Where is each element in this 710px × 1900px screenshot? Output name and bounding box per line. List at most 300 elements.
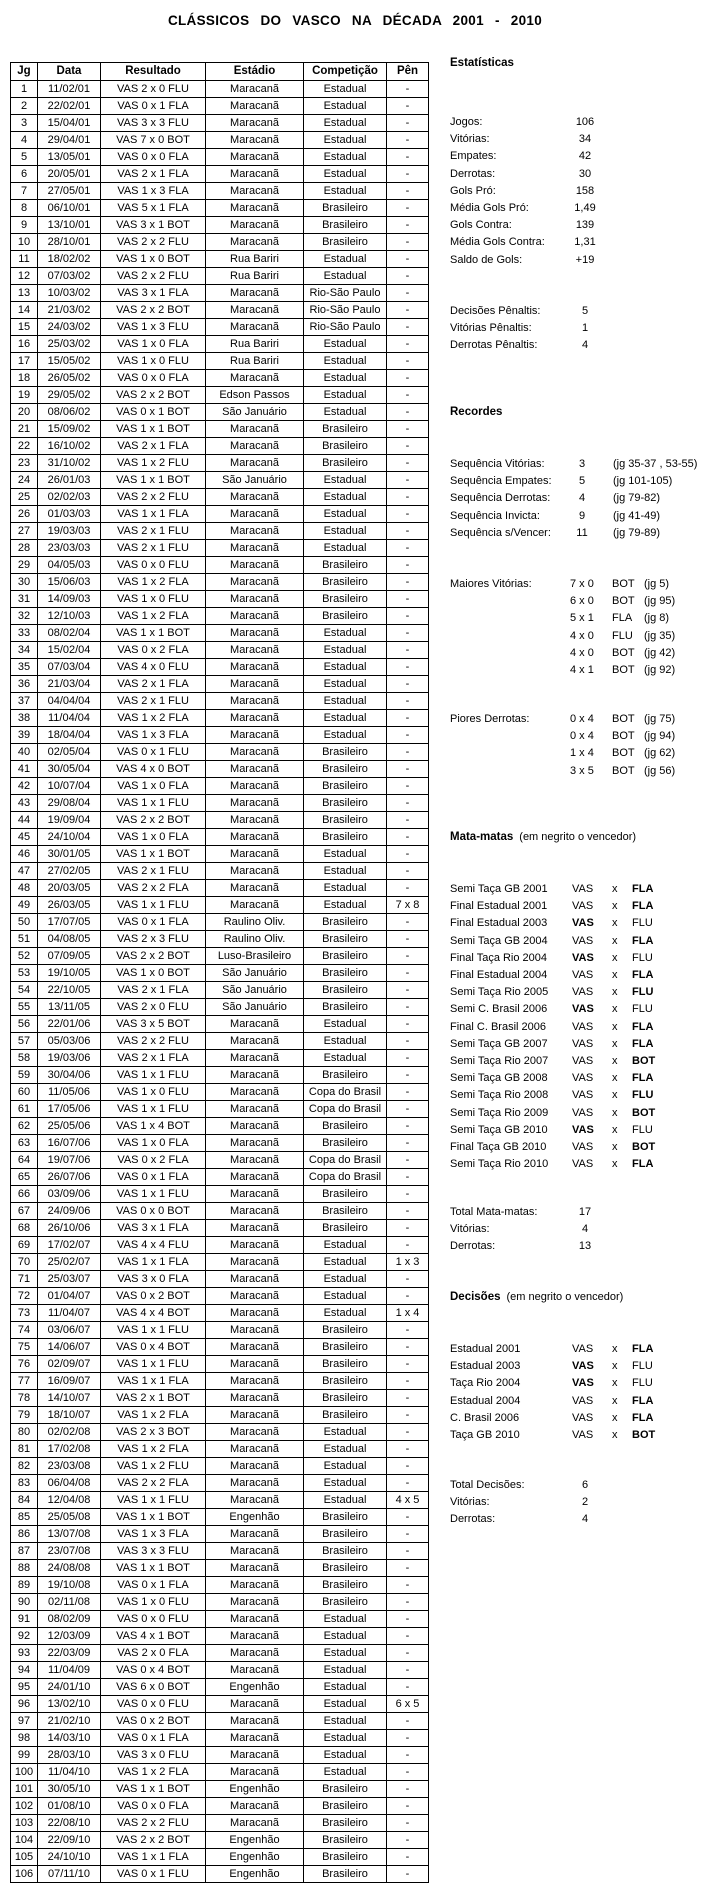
loss-row: [570, 763, 708, 780]
cell-competicao: Estadual: [304, 625, 387, 642]
cell-competicao: Estadual: [304, 710, 387, 727]
cell-resultado: VAS 1 x 0 FLA: [101, 778, 206, 795]
matches-table: [10, 62, 429, 1883]
cell-data: 17/02/08: [38, 1441, 101, 1458]
cell-estadio: Maracanã: [206, 1186, 304, 1203]
record-note: (jg 35-37 , 53-55): [613, 458, 698, 470]
cell-pen: -: [387, 659, 429, 676]
table-row: [11, 1390, 429, 1407]
cell-resultado: VAS 0 x 0 BOT: [101, 1203, 206, 1220]
cell-jg: 92: [11, 1628, 38, 1645]
table-row: [11, 1764, 429, 1781]
cell-resultado: VAS 2 x 2 FLA: [101, 880, 206, 897]
cell-competicao: Brasileiro: [304, 795, 387, 812]
knockout-away-team: FLA: [632, 1020, 654, 1033]
cell-estadio: Maracanã: [206, 302, 304, 319]
knockout-vs: x: [612, 1003, 618, 1016]
cell-jg: 48: [11, 880, 38, 897]
knockout-away-team: BOT: [632, 1106, 656, 1119]
cell-jg: 61: [11, 1101, 38, 1118]
knockout-row: [450, 1019, 708, 1036]
cell-competicao: Estadual: [304, 846, 387, 863]
final-row: [450, 1341, 708, 1358]
cell-resultado: VAS 2 x 1 FLA: [101, 676, 206, 693]
knockout-name: Final Estadual 2003: [450, 917, 548, 930]
knockout-away-team: FLU: [632, 1089, 654, 1102]
cell-pen: -: [387, 608, 429, 625]
win-score: 4 x 1: [570, 664, 594, 677]
cell-estadio: Maracanã: [206, 1441, 304, 1458]
cell-jg: 104: [11, 1832, 38, 1849]
stat-row: [450, 234, 708, 251]
cell-competicao: Brasileiro: [304, 591, 387, 608]
win-score: 4 x 0: [570, 629, 594, 642]
cell-competicao: Estadual: [304, 659, 387, 676]
knockout-away-team: FLA: [632, 883, 654, 895]
cell-resultado: VAS 0 x 1 FLA: [101, 1577, 206, 1594]
cell-jg: 90: [11, 1594, 38, 1611]
cell-jg: 83: [11, 1475, 38, 1492]
table-row: [11, 829, 429, 846]
stat-row: [450, 166, 708, 183]
cell-data: 21/02/10: [38, 1713, 101, 1730]
cell-estadio: Maracanã: [206, 1628, 304, 1645]
cell-data: 30/04/06: [38, 1067, 101, 1084]
cell-competicao: Estadual: [304, 1611, 387, 1628]
cell-data: 26/01/03: [38, 472, 101, 489]
stat-row: [450, 114, 708, 131]
cell-resultado: VAS 1 x 1 FLU: [101, 1322, 206, 1339]
cell-data: 18/04/04: [38, 727, 101, 744]
cell-jg: 79: [11, 1407, 38, 1424]
cell-data: 06/04/08: [38, 1475, 101, 1492]
cell-pen: -: [387, 795, 429, 812]
cell-competicao: Estadual: [304, 251, 387, 268]
cell-competicao: Brasileiro: [304, 1526, 387, 1543]
final-row: [450, 1393, 708, 1410]
cell-resultado: VAS 0 x 2 BOT: [101, 1288, 206, 1305]
final-home-team: VAS: [572, 1343, 594, 1355]
cell-jg: 51: [11, 931, 38, 948]
win-team: BOT: [612, 595, 635, 608]
table-row: [11, 132, 429, 149]
cell-pen: -: [387, 1560, 429, 1577]
cell-pen: -: [387, 948, 429, 965]
win-row: [570, 662, 708, 679]
cell-resultado: VAS 0 x 1 FLA: [101, 1730, 206, 1747]
cell-estadio: São Januário: [206, 982, 304, 999]
knockout-name: Semi Taça Rio 2009: [450, 1106, 549, 1119]
cell-data: 19/03/03: [38, 523, 101, 540]
cell-competicao: Brasileiro: [304, 234, 387, 251]
cell-competicao: Brasileiro: [304, 744, 387, 761]
cell-estadio: Maracanã: [206, 1543, 304, 1560]
cell-data: 13/11/05: [38, 999, 101, 1016]
cell-data: 04/08/05: [38, 931, 101, 948]
cell-resultado: VAS 0 x 1 FLU: [101, 1866, 206, 1883]
cell-estadio: Maracanã: [206, 149, 304, 166]
cell-competicao: Estadual: [304, 1764, 387, 1781]
table-row: [11, 778, 429, 795]
cell-pen: -: [387, 404, 429, 421]
cell-data: 07/03/02: [38, 268, 101, 285]
cell-jg: 60: [11, 1084, 38, 1101]
table-row: [11, 1543, 429, 1560]
cell-competicao: Brasileiro: [304, 1543, 387, 1560]
table-row: [11, 1611, 429, 1628]
cell-jg: 45: [11, 829, 38, 846]
cell-pen: -: [387, 1101, 429, 1118]
cell-pen: -: [387, 591, 429, 608]
cell-pen: -: [387, 1271, 429, 1288]
cell-estadio: Maracanã: [206, 1271, 304, 1288]
cell-pen: -: [387, 387, 429, 404]
cell-resultado: VAS 0 x 1 FLA: [101, 98, 206, 115]
loss-row: [570, 728, 708, 745]
cell-estadio: Maracanã: [206, 761, 304, 778]
cell-competicao: Estadual: [304, 1628, 387, 1645]
cell-data: 19/07/06: [38, 1152, 101, 1169]
cell-resultado: VAS 0 x 0 FLU: [101, 1611, 206, 1628]
cell-data: 11/04/04: [38, 710, 101, 727]
table-row: [11, 1407, 429, 1424]
cell-resultado: VAS 2 x 2 FLU: [101, 268, 206, 285]
records-heading: Recordes: [450, 406, 503, 418]
cell-pen: -: [387, 1832, 429, 1849]
cell-estadio: Engenhão: [206, 1849, 304, 1866]
cell-jg: 35: [11, 659, 38, 676]
cell-resultado: VAS 2 x 3 FLU: [101, 931, 206, 948]
cell-data: 22/09/10: [38, 1832, 101, 1849]
record-value: 9: [578, 509, 586, 522]
cell-competicao: Brasileiro: [304, 1186, 387, 1203]
cell-estadio: Maracanã: [206, 1254, 304, 1271]
cell-pen: -: [387, 1373, 429, 1390]
cell-data: 08/02/04: [38, 625, 101, 642]
stat-value: 30: [578, 167, 592, 180]
cell-competicao: Brasileiro: [304, 1509, 387, 1526]
cell-pen: -: [387, 540, 429, 557]
cell-jg: 27: [11, 523, 38, 540]
cell-resultado: VAS 2 x 1 BOT: [101, 1390, 206, 1407]
knockout-name: Semi Taça GB 2007: [450, 1037, 548, 1050]
cell-jg: 47: [11, 863, 38, 880]
stat-label: Média Gols Pró:: [450, 202, 529, 215]
cell-pen: -: [387, 1339, 429, 1356]
cell-resultado: VAS 7 x 0 BOT: [101, 132, 206, 149]
cell-resultado: VAS 1 x 1 FLA: [101, 1254, 206, 1271]
cell-resultado: VAS 0 x 0 FLU: [101, 557, 206, 574]
cell-data: 24/08/08: [38, 1560, 101, 1577]
cell-competicao: Copa do Brasil: [304, 1152, 387, 1169]
cell-pen: -: [387, 336, 429, 353]
cell-competicao: Brasileiro: [304, 931, 387, 948]
cell-estadio: São Januário: [206, 472, 304, 489]
final-away-team: FLU: [632, 1360, 653, 1373]
cell-jg: 31: [11, 591, 38, 608]
cell-estadio: Maracanã: [206, 1356, 304, 1373]
stat-value: 106: [575, 116, 595, 128]
cell-resultado: VAS 0 x 1 FLA: [101, 914, 206, 931]
cell-pen: -: [387, 1730, 429, 1747]
cell-jg: 81: [11, 1441, 38, 1458]
knockout-home-team: VAS: [572, 1072, 594, 1085]
knockout-home-team: VAS: [572, 1123, 594, 1136]
cell-pen: -: [387, 1475, 429, 1492]
cell-estadio: Maracanã: [206, 1135, 304, 1152]
cell-competicao: Brasileiro: [304, 778, 387, 795]
table-row: [11, 727, 429, 744]
table-row: [11, 506, 429, 523]
cell-jg: 76: [11, 1356, 38, 1373]
record-note: (jg 79-89): [613, 526, 661, 539]
column-header-resultado: Resultado: [101, 63, 206, 81]
stat-label: Média Gols Contra:: [450, 236, 545, 249]
cell-pen: -: [387, 370, 429, 387]
table-row: [11, 370, 429, 387]
cell-jg: 43: [11, 795, 38, 812]
cell-data: 08/06/02: [38, 404, 101, 421]
cell-jg: 68: [11, 1220, 38, 1237]
cell-jg: 36: [11, 676, 38, 693]
cell-jg: 37: [11, 693, 38, 710]
table-row: [11, 1135, 429, 1152]
cell-competicao: Estadual: [304, 1713, 387, 1730]
cell-jg: 91: [11, 1611, 38, 1628]
knockout-vs: x: [612, 1037, 618, 1050]
knockout-vs: x: [612, 934, 618, 947]
cell-pen: -: [387, 727, 429, 744]
cell-pen: -: [387, 642, 429, 659]
cell-resultado: VAS 2 x 1 FLA: [101, 982, 206, 999]
cell-pen: -: [387, 1713, 429, 1730]
cell-resultado: VAS 2 x 2 FLA: [101, 1475, 206, 1492]
penalty-stat-value: 5: [581, 305, 589, 317]
cell-estadio: Maracanã: [206, 727, 304, 744]
cell-pen: -: [387, 1441, 429, 1458]
knockout-row: [450, 1139, 708, 1156]
cell-pen: -: [387, 268, 429, 285]
cell-estadio: Maracanã: [206, 1237, 304, 1254]
cell-pen: 7 x 8: [387, 897, 429, 914]
final-away-team: FLA: [632, 1394, 654, 1407]
biggest-wins-label: Maiores Vitórias:: [450, 578, 532, 590]
cell-resultado: VAS 1 x 1 BOT: [101, 1560, 206, 1577]
finals-subtitle: (em negrito o vencedor): [506, 1291, 624, 1303]
table-row: [11, 115, 429, 132]
cell-data: 13/05/01: [38, 149, 101, 166]
cell-competicao: Estadual: [304, 1679, 387, 1696]
cell-resultado: VAS 1 x 1 BOT: [101, 472, 206, 489]
cell-estadio: Maracanã: [206, 1611, 304, 1628]
table-row: [11, 1458, 429, 1475]
stat-row: [450, 131, 708, 148]
cell-resultado: VAS 1 x 1 BOT: [101, 1509, 206, 1526]
cell-data: 11/05/06: [38, 1084, 101, 1101]
stat-row: [450, 200, 708, 217]
cell-pen: -: [387, 132, 429, 149]
cell-data: 29/08/04: [38, 795, 101, 812]
win-note: (jg 42): [644, 646, 676, 659]
cell-jg: 10: [11, 234, 38, 251]
table-row: [11, 1730, 429, 1747]
final-row: [450, 1410, 708, 1427]
cell-resultado: VAS 3 x 3 FLU: [101, 1543, 206, 1560]
table-row: [11, 761, 429, 778]
cell-competicao: Brasileiro: [304, 1815, 387, 1832]
cell-pen: -: [387, 1645, 429, 1662]
cell-jg: 39: [11, 727, 38, 744]
knockout-vs: x: [612, 1106, 618, 1119]
cell-data: 16/07/06: [38, 1135, 101, 1152]
cell-resultado: VAS 6 x 0 BOT: [101, 1679, 206, 1696]
cell-resultado: VAS 1 x 1 FLA: [101, 1849, 206, 1866]
final-home-team: VAS: [572, 1429, 594, 1442]
stat-label: Saldo de Gols:: [450, 253, 523, 266]
cell-data: 11/04/09: [38, 1662, 101, 1679]
cell-resultado: VAS 0 x 0 FLA: [101, 370, 206, 387]
cell-competicao: Estadual: [304, 268, 387, 285]
table-row: [11, 421, 429, 438]
cell-estadio: Rua Bariri: [206, 336, 304, 353]
knockout-away-team: FLU: [632, 1003, 653, 1016]
cell-resultado: VAS 1 x 3 FLA: [101, 727, 206, 744]
knockout-name: Semi Taça GB 2004: [450, 934, 548, 947]
cell-competicao: Brasileiro: [304, 421, 387, 438]
cell-jg: 97: [11, 1713, 38, 1730]
cell-resultado: VAS 1 x 1 FLA: [101, 506, 206, 523]
cell-jg: 89: [11, 1577, 38, 1594]
final-home-team: VAS: [572, 1411, 594, 1424]
loss-note: (jg 56): [644, 764, 676, 777]
record-label: Sequência Invicta:: [450, 509, 540, 522]
cell-resultado: VAS 0 x 0 FLA: [101, 149, 206, 166]
cell-competicao: Estadual: [304, 336, 387, 353]
cell-pen: -: [387, 1611, 429, 1628]
knockout-row: [450, 881, 708, 898]
table-row: [11, 1186, 429, 1203]
cell-data: 02/09/07: [38, 1356, 101, 1373]
cell-estadio: Luso-Brasileiro: [206, 948, 304, 965]
cell-estadio: Maracanã: [206, 880, 304, 897]
cell-pen: -: [387, 1781, 429, 1798]
cell-pen: -: [387, 319, 429, 336]
cell-resultado: VAS 1 x 1 BOT: [101, 421, 206, 438]
cell-competicao: Estadual: [304, 1441, 387, 1458]
final-total-value: 4: [581, 1513, 589, 1526]
table-row: [11, 353, 429, 370]
cell-competicao: Estadual: [304, 472, 387, 489]
cell-competicao: Brasileiro: [304, 217, 387, 234]
stat-value: +19: [575, 253, 595, 266]
cell-estadio: Maracanã: [206, 1577, 304, 1594]
cell-jg: 86: [11, 1526, 38, 1543]
cell-resultado: VAS 3 x 1 BOT: [101, 217, 206, 234]
cell-estadio: Maracanã: [206, 1458, 304, 1475]
cell-data: 26/10/06: [38, 1220, 101, 1237]
cell-pen: -: [387, 693, 429, 710]
cell-competicao: Estadual: [304, 166, 387, 183]
knockout-home-team: VAS: [572, 969, 594, 982]
cell-estadio: São Januário: [206, 999, 304, 1016]
cell-data: 13/07/08: [38, 1526, 101, 1543]
cell-competicao: Estadual: [304, 1033, 387, 1050]
cell-pen: -: [387, 1458, 429, 1475]
cell-pen: -: [387, 115, 429, 132]
cell-jg: 77: [11, 1373, 38, 1390]
cell-resultado: VAS 1 x 1 FLU: [101, 1101, 206, 1118]
win-note: (jg 95): [644, 595, 676, 608]
cell-competicao: Estadual: [304, 880, 387, 897]
header-row: [11, 63, 429, 81]
final-name: Estadual 2003: [450, 1360, 521, 1373]
cell-pen: -: [387, 574, 429, 591]
cell-jg: 85: [11, 1509, 38, 1526]
loss-score: 0 x 4: [570, 730, 594, 743]
cell-competicao: Estadual: [304, 81, 387, 98]
cell-competicao: Estadual: [304, 642, 387, 659]
cell-estadio: Maracanã: [206, 234, 304, 251]
cell-data: 22/10/05: [38, 982, 101, 999]
cell-pen: -: [387, 472, 429, 489]
table-body: [11, 81, 429, 1883]
cell-data: 13/02/10: [38, 1696, 101, 1713]
cell-pen: -: [387, 1679, 429, 1696]
cell-estadio: Maracanã: [206, 744, 304, 761]
cell-competicao: Brasileiro: [304, 948, 387, 965]
cell-data: 27/05/01: [38, 183, 101, 200]
cell-competicao: Estadual: [304, 506, 387, 523]
stat-value: 42: [578, 150, 592, 163]
cell-resultado: VAS 1 x 0 FLU: [101, 1084, 206, 1101]
worst-losses-label: Piores Derrotas:: [450, 713, 530, 725]
cell-estadio: Engenhão: [206, 1832, 304, 1849]
cell-data: 01/03/03: [38, 506, 101, 523]
cell-estadio: Maracanã: [206, 1475, 304, 1492]
cell-jg: 58: [11, 1050, 38, 1067]
table-row: [11, 1169, 429, 1186]
stat-value: 1,49: [574, 202, 596, 215]
cell-resultado: VAS 1 x 1 FLU: [101, 1356, 206, 1373]
stat-row: [450, 148, 708, 165]
table-row: [11, 812, 429, 829]
cell-data: 23/07/08: [38, 1543, 101, 1560]
cell-jg: 56: [11, 1016, 38, 1033]
cell-data: 19/03/06: [38, 1050, 101, 1067]
cell-pen: 6 x 5: [387, 1696, 429, 1713]
cell-pen: -: [387, 1135, 429, 1152]
cell-estadio: Maracanã: [206, 132, 304, 149]
cell-resultado: VAS 1 x 0 BOT: [101, 965, 206, 982]
record-label: Sequência Empates:: [450, 475, 552, 488]
cell-resultado: VAS 1 x 1 FLU: [101, 1067, 206, 1084]
column-header-estadio: Estádio: [206, 63, 304, 81]
knockout-vs: x: [612, 1158, 618, 1171]
knockout-home-team: VAS: [572, 883, 594, 895]
table-row: [11, 693, 429, 710]
knockout-away-team: FLA: [632, 1158, 654, 1171]
record-row: [450, 456, 708, 473]
cell-jg: 62: [11, 1118, 38, 1135]
final-total-value: 2: [581, 1496, 589, 1509]
stat-label: Jogos:: [450, 116, 483, 128]
cell-jg: 93: [11, 1645, 38, 1662]
cell-resultado: VAS 1 x 0 FLU: [101, 1594, 206, 1611]
cell-resultado: VAS 1 x 2 FLA: [101, 1441, 206, 1458]
cell-competicao: Brasileiro: [304, 1849, 387, 1866]
cell-pen: -: [387, 1815, 429, 1832]
table-row: [11, 1594, 429, 1611]
